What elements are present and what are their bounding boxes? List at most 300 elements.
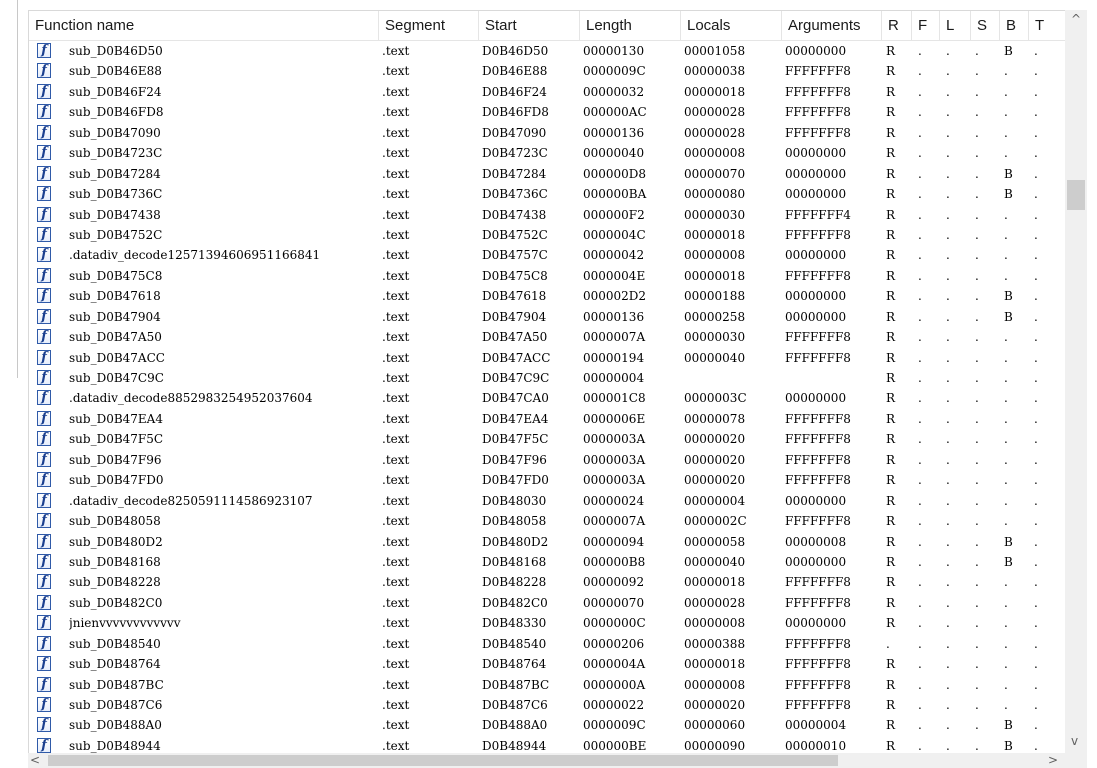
cell-f: . (918, 738, 922, 753)
cell-length: 000002D2 (583, 289, 647, 304)
cell-length: 0000009C (583, 64, 646, 79)
table-row[interactable] (29, 491, 1066, 511)
column-header-segment[interactable]: Segment (379, 11, 479, 40)
table-row[interactable] (29, 205, 1066, 225)
cell-t: . (1034, 452, 1038, 467)
column-header-t[interactable]: T (1029, 11, 1066, 40)
cell-locals: 00000008 (684, 248, 746, 263)
functions-rows (29, 41, 1066, 754)
cell-r: . (886, 636, 890, 651)
cell-r: R (886, 207, 896, 222)
function-icon: f (37, 656, 51, 671)
function-icon: f (37, 636, 51, 651)
cell-r: R (886, 268, 896, 283)
scroll-up-icon[interactable]: ^ (1071, 12, 1082, 26)
function-icon: f (37, 227, 51, 242)
cell-s: . (975, 473, 979, 488)
cell-b: . (1004, 105, 1008, 120)
scroll-down-icon[interactable]: v (1071, 734, 1079, 748)
cell-t: . (1034, 534, 1038, 549)
column-header-start[interactable]: Start (479, 11, 580, 40)
cell-s: . (975, 575, 979, 590)
cell-b: . (1004, 84, 1008, 99)
cell-locals: 00000018 (684, 657, 746, 672)
cell-arguments (785, 368, 881, 388)
cell-b: . (1004, 698, 1008, 712)
cell-f: . (918, 452, 922, 467)
table-row[interactable] (29, 695, 1066, 715)
cell-length: 00000024 (583, 493, 645, 508)
cell-r: R (886, 616, 896, 631)
cell-b: . (1004, 227, 1008, 242)
cell-s: . (975, 718, 979, 733)
cell-length: 000000AC (583, 105, 647, 120)
table-row[interactable] (29, 736, 1066, 754)
cell-function-name: sub_D0B47A50 (69, 330, 162, 345)
cell-f: . (918, 616, 922, 631)
cell-arguments: FFFFFFF8 (785, 452, 851, 467)
cell-length: 00000022 (583, 698, 645, 712)
table-row[interactable] (29, 225, 1066, 245)
cell-s: . (975, 677, 979, 692)
function-icon: f (37, 288, 51, 303)
cell-locals: 0000003C (684, 391, 747, 406)
cell-arguments: 00000000 (785, 146, 847, 161)
table-row[interactable] (29, 470, 1066, 490)
function-icon: f (37, 738, 51, 753)
table-row[interactable] (29, 715, 1066, 735)
cell-locals: 00000078 (684, 411, 746, 426)
cell-start: D0B47F5C (482, 432, 549, 447)
cell-f: . (918, 473, 922, 488)
cell-start: D0B47CA0 (482, 391, 549, 406)
cell-r: R (886, 432, 896, 447)
cell-start: D0B47904 (482, 309, 547, 324)
cell-start: D0B487C6 (482, 698, 548, 712)
cell-length: 00000194 (583, 350, 645, 365)
cell-f: . (918, 595, 922, 610)
cell-segment: .text (382, 595, 410, 610)
cell-s: . (975, 411, 979, 426)
cell-s: . (975, 534, 979, 549)
function-icon: f (37, 247, 51, 262)
table-row[interactable] (29, 634, 1066, 654)
cell-f: . (918, 146, 922, 161)
cell-f: . (918, 371, 922, 385)
cell-l: . (946, 166, 950, 181)
cell-f: . (918, 514, 922, 529)
cell-segment: .text (382, 493, 410, 508)
cell-function-name: sub_D0B47ACC (69, 350, 165, 365)
cell-s: . (975, 44, 979, 58)
cell-t: . (1034, 391, 1038, 406)
cell-s: . (975, 289, 979, 304)
cell-s: . (975, 105, 979, 120)
cell-s: . (975, 432, 979, 447)
cell-locals: 00000008 (684, 677, 746, 692)
table-row[interactable] (29, 266, 1066, 286)
cell-locals: 00000018 (684, 84, 746, 99)
cell-f: . (918, 391, 922, 406)
function-icon: f (37, 472, 51, 487)
table-row[interactable] (29, 307, 1066, 327)
cell-arguments: 00000000 (785, 44, 847, 58)
cell-length: 000000BA (583, 187, 647, 202)
cell-r: R (886, 677, 896, 692)
cell-segment: .text (382, 636, 410, 651)
cell-r: R (886, 473, 896, 488)
table-row[interactable] (29, 511, 1066, 531)
cell-t: . (1034, 677, 1038, 692)
function-icon: f (37, 145, 51, 160)
cell-locals: 00000020 (684, 473, 746, 488)
cell-start: D0B475C8 (482, 268, 548, 283)
cell-t: . (1034, 330, 1038, 345)
cell-t: . (1034, 432, 1038, 447)
cell-l: . (946, 657, 950, 672)
cell-arguments: 00000000 (785, 166, 847, 181)
function-icon: f (37, 595, 51, 610)
cell-r: R (886, 125, 896, 140)
cell-r: R (886, 534, 896, 549)
cell-segment: .text (382, 125, 410, 140)
cell-arguments: FFFFFFF8 (785, 636, 851, 651)
cell-arguments: FFFFFFF8 (785, 677, 851, 692)
cell-b: . (1004, 677, 1008, 692)
cell-f: . (918, 64, 922, 79)
cell-function-name: .datadiv_decode8250591114586923107 (69, 493, 313, 508)
scroll-right-icon[interactable]: > (1048, 753, 1059, 767)
cell-t: . (1034, 146, 1038, 161)
cell-l: . (946, 391, 950, 406)
cell-b: . (1004, 616, 1008, 631)
cell-b: . (1004, 350, 1008, 365)
cell-length: 00000136 (583, 125, 645, 140)
cell-l: . (946, 452, 950, 467)
cell-t: . (1034, 207, 1038, 222)
function-icon: f (37, 350, 51, 365)
cell-f: . (918, 289, 922, 304)
cell-arguments: 00000000 (785, 616, 847, 631)
table-row[interactable] (29, 82, 1066, 102)
cell-f: . (918, 309, 922, 324)
cell-start: D0B4736C (482, 187, 548, 202)
cell-start: D0B47F96 (482, 452, 547, 467)
cell-f: . (918, 44, 922, 58)
function-icon: f (37, 43, 51, 58)
cell-function-name: sub_D0B48764 (69, 657, 161, 672)
cell-arguments: FFFFFFF8 (785, 657, 851, 672)
cell-b: . (1004, 514, 1008, 529)
table-row[interactable] (29, 532, 1066, 552)
cell-b: . (1004, 657, 1008, 672)
table-row[interactable] (29, 143, 1066, 163)
cell-length: 0000007A (583, 514, 646, 529)
table-row[interactable] (29, 593, 1066, 613)
cell-l: . (946, 738, 950, 753)
cell-function-name: sub_D0B488A0 (69, 718, 162, 733)
cell-segment: .text (382, 514, 410, 529)
cell-function-name: sub_D0B46D50 (69, 44, 163, 58)
cell-length: 00000136 (583, 309, 645, 324)
cell-s: . (975, 698, 979, 712)
cell-b: B (1004, 187, 1013, 202)
column-header-s[interactable]: S (971, 11, 1000, 40)
cell-l: . (946, 698, 950, 712)
table-row[interactable] (29, 184, 1066, 204)
cell-t: . (1034, 514, 1038, 529)
cell-locals: 00001058 (684, 44, 746, 58)
cell-f: . (918, 432, 922, 447)
cell-b: . (1004, 268, 1008, 283)
cell-function-name: sub_D0B487C6 (69, 698, 163, 712)
cell-t: . (1034, 125, 1038, 140)
column-header-function-name[interactable]: Function name (29, 11, 379, 40)
cell-segment: .text (382, 146, 410, 161)
cell-arguments: FFFFFFF8 (785, 698, 851, 712)
cell-l: . (946, 187, 950, 202)
cell-b: . (1004, 371, 1008, 385)
cell-segment: .text (382, 227, 410, 242)
function-icon: f (37, 615, 51, 630)
cell-r: R (886, 452, 896, 467)
column-header-locals[interactable]: Locals (681, 11, 782, 40)
cell-length: 00000032 (583, 84, 645, 99)
cell-start: D0B488A0 (482, 718, 548, 733)
cell-function-name: sub_D0B487BC (69, 677, 164, 692)
column-header-f[interactable]: F (912, 11, 940, 40)
cell-function-name: sub_D0B475C8 (69, 268, 163, 283)
function-icon: f (37, 717, 51, 732)
functions-list[interactable] (28, 10, 1066, 754)
horizontal-scrollbar[interactable] (28, 753, 1065, 768)
cell-f: . (918, 718, 922, 733)
cell-segment: .text (382, 411, 410, 426)
cell-b: B (1004, 289, 1013, 304)
cell-f: . (918, 657, 922, 672)
cell-function-name: sub_D0B46F24 (69, 84, 162, 99)
cell-s: . (975, 227, 979, 242)
table-row[interactable] (29, 429, 1066, 449)
cell-function-name: sub_D0B47618 (69, 289, 161, 304)
cell-function-name: sub_D0B4736C (69, 187, 163, 202)
cell-f: . (918, 554, 922, 569)
cell-s: . (975, 207, 979, 222)
cell-arguments: 00000000 (785, 493, 847, 508)
cell-s: . (975, 187, 979, 202)
table-row[interactable] (29, 613, 1066, 633)
cell-t: . (1034, 350, 1038, 365)
cell-r: R (886, 595, 896, 610)
cell-l: . (946, 125, 950, 140)
cell-r: R (886, 698, 896, 712)
cell-t: . (1034, 371, 1038, 385)
cell-f: . (918, 411, 922, 426)
column-header-arguments[interactable]: Arguments (782, 11, 882, 40)
cell-function-name: sub_D0B47284 (69, 166, 161, 181)
cell-start: D0B4723C (482, 146, 548, 161)
cell-s: . (975, 350, 979, 365)
cell-r: R (886, 84, 896, 99)
cell-segment: .text (382, 187, 410, 202)
cell-start: D0B48030 (482, 493, 547, 508)
cell-t: . (1034, 309, 1038, 324)
cell-t: . (1034, 636, 1038, 651)
cell-locals: 00000030 (684, 330, 746, 345)
cell-r: R (886, 350, 896, 365)
cell-t: . (1034, 44, 1038, 58)
cell-segment: .text (382, 64, 410, 79)
cell-s: . (975, 657, 979, 672)
cell-segment: .text (382, 309, 410, 324)
cell-locals: 00000020 (684, 432, 746, 447)
cell-arguments: FFFFFFF8 (785, 514, 851, 529)
table-row[interactable] (29, 388, 1066, 408)
table-row[interactable] (29, 61, 1066, 81)
cell-r: R (886, 309, 896, 324)
cell-l: . (946, 616, 950, 631)
table-row[interactable] (29, 286, 1066, 306)
cell-s: . (975, 166, 979, 181)
cell-start: D0B482C0 (482, 595, 548, 610)
cell-s: . (975, 268, 979, 283)
cell-s: . (975, 616, 979, 631)
cell-t: . (1034, 166, 1038, 181)
table-row[interactable] (29, 41, 1066, 61)
cell-l: . (946, 411, 950, 426)
table-row[interactable] (29, 368, 1066, 388)
cell-b: B (1004, 554, 1013, 569)
cell-function-name: sub_D0B47904 (69, 309, 161, 324)
cell-locals: 00000018 (684, 227, 746, 242)
column-header-l[interactable]: L (940, 11, 971, 40)
cell-arguments: FFFFFFF8 (785, 64, 851, 79)
cell-s: . (975, 125, 979, 140)
cell-locals: 00000040 (684, 554, 746, 569)
cell-locals: 00000018 (684, 575, 746, 590)
cell-locals: 00000388 (684, 636, 746, 651)
vertical-scrollbar[interactable] (1065, 10, 1087, 753)
cell-l: . (946, 309, 950, 324)
cell-r: R (886, 391, 896, 406)
table-row[interactable] (29, 654, 1066, 674)
cell-t: . (1034, 64, 1038, 79)
cell-locals: 00000020 (684, 698, 746, 712)
cell-b: . (1004, 248, 1008, 263)
cell-length: 00000092 (583, 575, 645, 590)
cell-r: R (886, 657, 896, 672)
cell-segment: .text (382, 657, 410, 672)
table-row[interactable] (29, 102, 1066, 122)
table-row[interactable] (29, 164, 1066, 184)
cell-l: . (946, 534, 950, 549)
cell-s: . (975, 371, 979, 385)
cell-s: . (975, 452, 979, 467)
table-row[interactable] (29, 450, 1066, 470)
cell-length: 0000004C (583, 227, 646, 242)
table-row[interactable] (29, 675, 1066, 695)
cell-r: R (886, 227, 896, 242)
vertical-scroll-thumb[interactable] (1067, 180, 1085, 210)
cell-start: D0B48540 (482, 636, 547, 651)
cell-t: . (1034, 248, 1038, 263)
horizontal-scroll-thumb[interactable] (48, 755, 838, 766)
cell-length: 00000130 (583, 44, 645, 58)
cell-f: . (918, 166, 922, 181)
table-row[interactable] (29, 245, 1066, 265)
cell-segment: .text (382, 698, 410, 712)
table-row[interactable] (29, 348, 1066, 368)
cell-arguments: FFFFFFF8 (785, 473, 851, 488)
scroll-left-icon[interactable]: < (30, 753, 41, 767)
cell-start: D0B487BC (482, 677, 550, 692)
cell-segment: .text (382, 44, 410, 58)
function-icon: f (37, 513, 51, 528)
cell-b: B (1004, 718, 1013, 733)
cell-t: . (1034, 268, 1038, 283)
cell-length: 00000206 (583, 636, 645, 651)
cell-arguments: FFFFFFF4 (785, 207, 851, 222)
cell-l: . (946, 575, 950, 590)
cell-segment: .text (382, 105, 410, 120)
cell-l: . (946, 493, 950, 508)
function-icon: f (37, 574, 51, 589)
table-row[interactable] (29, 572, 1066, 592)
function-icon: f (37, 268, 51, 283)
cell-length: 000000BE (583, 738, 647, 753)
cell-b: . (1004, 595, 1008, 610)
cell-arguments: FFFFFFF8 (785, 330, 851, 345)
table-row[interactable] (29, 123, 1066, 143)
cell-s: . (975, 595, 979, 610)
cell-s: . (975, 636, 979, 651)
cell-arguments: FFFFFFF8 (785, 125, 851, 140)
cell-locals: 00000028 (684, 595, 746, 610)
cell-segment: .text (382, 473, 410, 488)
function-icon: f (37, 104, 51, 119)
function-icon: f (37, 125, 51, 140)
left-panel-edge (0, 0, 20, 768)
column-header-r[interactable]: R (882, 11, 912, 40)
cell-length: 0000007A (583, 330, 646, 345)
cell-arguments: FFFFFFF8 (785, 595, 851, 610)
cell-l: . (946, 44, 950, 58)
cell-segment: .text (382, 616, 410, 631)
cell-s: . (975, 493, 979, 508)
cell-arguments: 00000010 (785, 738, 847, 753)
table-row[interactable] (29, 409, 1066, 429)
cell-length: 0000003A (583, 452, 646, 467)
cell-segment: .text (382, 371, 410, 385)
cell-f: . (918, 330, 922, 345)
cell-l: . (946, 677, 950, 692)
cell-function-name: sub_D0B48944 (69, 738, 161, 753)
cell-start: D0B48058 (482, 514, 547, 529)
cell-arguments: 00000008 (785, 534, 847, 549)
cell-locals: 00000028 (684, 125, 746, 140)
cell-f: . (918, 677, 922, 692)
cell-t: . (1034, 493, 1038, 508)
cell-arguments: FFFFFFF8 (785, 411, 851, 426)
cell-start: D0B46E88 (482, 64, 548, 79)
column-header-b[interactable]: B (1000, 11, 1029, 40)
table-row[interactable] (29, 552, 1066, 572)
function-icon: f (37, 309, 51, 324)
column-header-length[interactable]: Length (580, 11, 681, 40)
table-row[interactable] (29, 327, 1066, 347)
cell-r: R (886, 411, 896, 426)
cell-function-name: sub_D0B48058 (69, 514, 161, 529)
